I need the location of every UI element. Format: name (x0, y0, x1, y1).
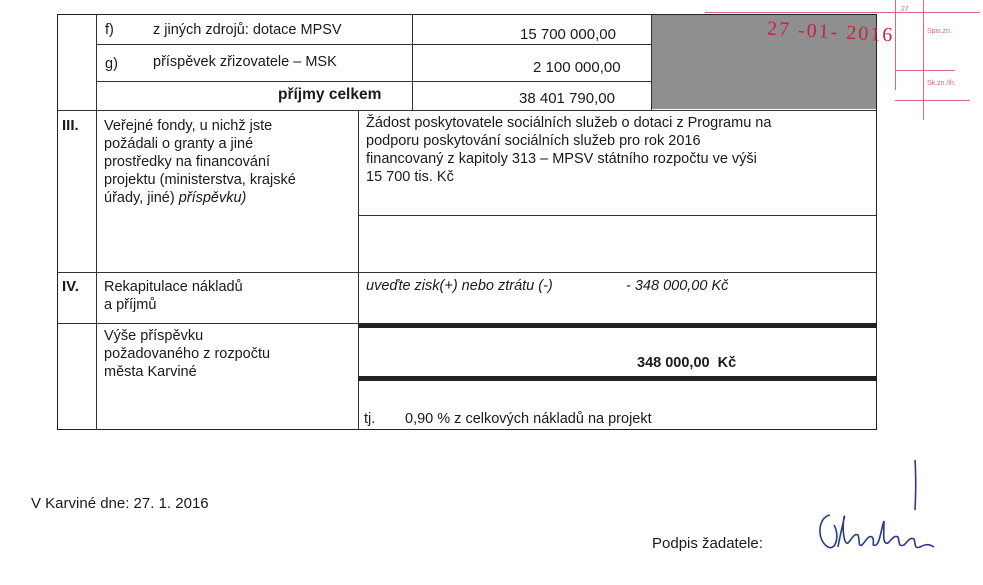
section-iii-label-plain: úřady, jiné) (104, 190, 179, 206)
section-iv-value: - 348 000,00 Kč (626, 278, 729, 294)
section-iii-text-line: financovaný z kapitoly 313 – MPSV státního rozpočtu ve výši (366, 151, 757, 167)
section-iii-text-line: podporu poskytování sociálních služeb pro rok 2016 (366, 133, 701, 149)
contribution-percent-prefix: tj. (364, 411, 376, 427)
section-iv-numeral: IV. (62, 278, 79, 295)
section-iii-label-line (104, 189, 246, 207)
section-iii-label-line: Veřejné fondy, u nichž jste (104, 118, 273, 134)
section-iii-label-line: požádali o granty a jiné (104, 136, 254, 152)
stamp-date: 27 -01- 2016 (766, 17, 895, 47)
section-iii-text-line: 15 700 tis. Kč (366, 169, 454, 185)
row-f-letter: f) (105, 22, 114, 38)
contribution-amount: 348 000,00 Kč (637, 355, 737, 371)
section-iii-label-line: projektu (ministerstva, krajské (104, 172, 296, 188)
total-amount: 38 401 790,00 (519, 90, 615, 107)
row-g-amount: 2 100 000,00 (533, 59, 621, 76)
contribution-percent-text: 0,90 % z celkových nákladů na projekt (405, 411, 652, 427)
row-f-amount: 15 700 000,00 (520, 26, 616, 43)
signature-label: Podpis žadatele: (652, 535, 763, 552)
section-iii-label-italic: příspěvku) (178, 190, 247, 206)
place-date: V Karviné dne: 27. 1. 2016 (31, 495, 209, 512)
contribution-label-line: Výše příspěvku (104, 328, 204, 344)
section-iv-prompt: uveďte zisk(+) nebo ztrátu (-) (366, 278, 553, 294)
section-iv-label-line: Rekapitulace nákladů (104, 279, 243, 295)
contribution-label-line: požadovaného z rozpočtu (104, 346, 271, 362)
section-iii-label-line: prostředky na financování (104, 154, 271, 170)
row-g-letter: g) (105, 56, 118, 72)
section-iii-numeral: III. (62, 117, 79, 134)
contribution-label-line: města Karviné (104, 364, 197, 380)
section-iv-label-line: a příjmů (104, 297, 157, 313)
section-iii-text-line: Žádost poskytovatele sociálních služeb o dotaci z Programu na (366, 115, 772, 131)
received-stamp: Spis.zn. Sk.zn./lh. 27 27 -01- 2016 (705, 0, 983, 125)
row-f-label: z jiných zdrojů: dotace MPSV (153, 22, 342, 38)
handwritten-signature (810, 455, 940, 575)
total-label: příjmy celkem (278, 86, 382, 103)
row-g-label: příspěvek zřizovatele – MSK (153, 54, 337, 70)
